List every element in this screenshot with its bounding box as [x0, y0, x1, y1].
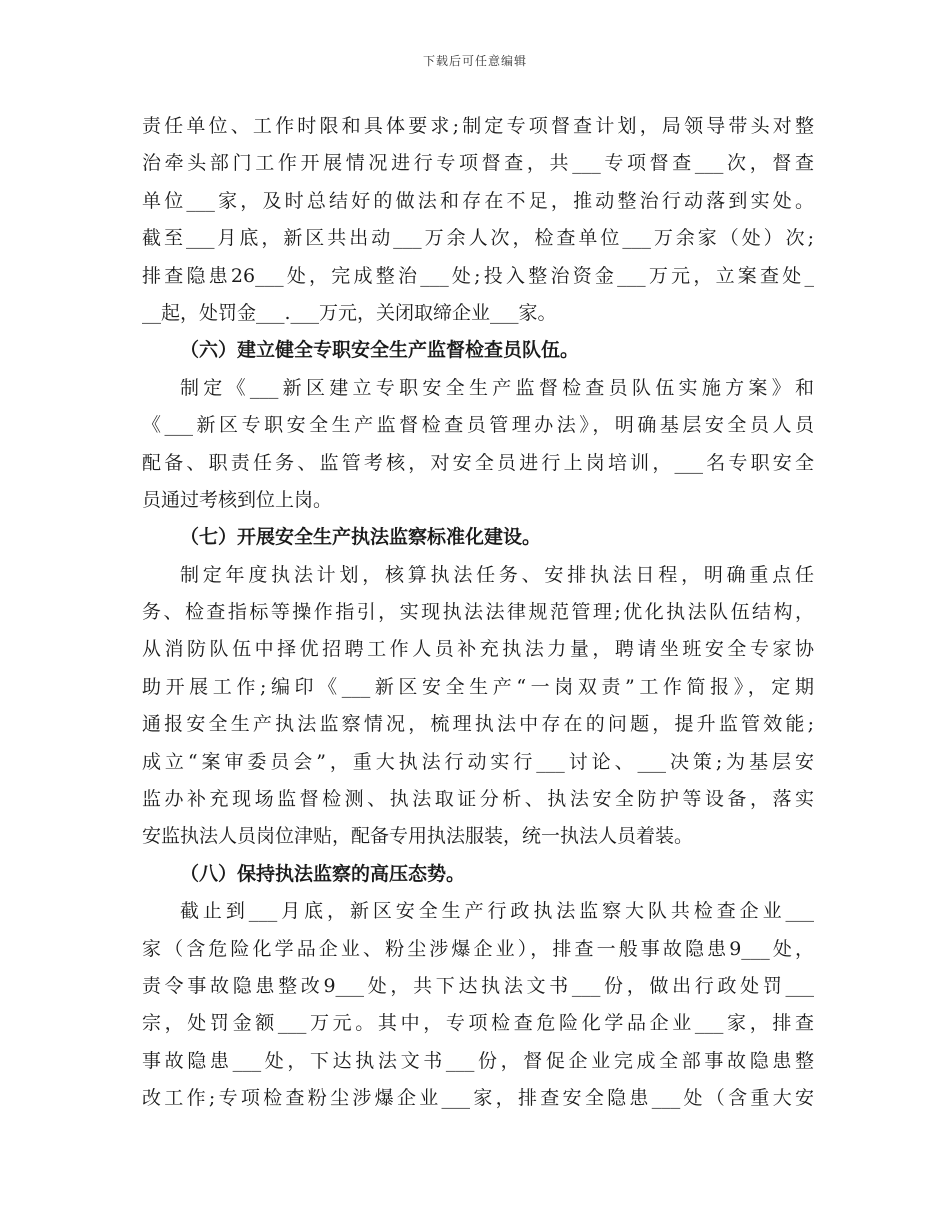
text-line: 责令事故隐患整改9___处，共下达执法文书___份，做出行政处罚___	[142, 974, 814, 997]
page-header: 下载后可任意编辑	[422, 54, 527, 68]
text-line: 通报安全生产执法监察情况，梳理执法中存在的问题，提升监管效能;	[142, 713, 814, 736]
text-line: 助开展工作;编印《___新区安全生产“一岗双责”工作简报》，定期	[142, 675, 814, 698]
paragraph	[142, 370, 814, 520]
paragraph	[142, 893, 814, 1117]
text-line: 《___新区专职安全生产监督检查员管理办法》，明确基层安全员人员	[142, 414, 814, 437]
section-heading: （七）开展安全生产执法监察标准化建设。	[180, 526, 542, 549]
text-line: 从消防队伍中择优招聘工作人员补充执法力量，聘请坐班安全专家协	[142, 638, 814, 661]
section-heading: （六）建立健全专职安全生产监督检查员队伍。	[180, 339, 580, 362]
text-line: 事故隐患___处，下达执法文书___份，督促企业完成全部事故隐患整	[142, 1049, 814, 1072]
paragraph	[142, 108, 814, 332]
text-line: 务、检查指标等操作指引，实现执法法律规范管理;优化执法队伍结构，	[142, 601, 814, 624]
section-heading: （八）保持执法监察的高压态势。	[180, 862, 466, 885]
text-line: 安监执法人员岗位津贴，配备专用执法服装，统一执法人员着装。	[142, 825, 694, 848]
text-line: 截至___月底，新区共出动___万余人次，检查单位___万余家（处）次;	[142, 227, 814, 250]
text-line: __起，处罚金___.___万元，关闭取缔企业___家。	[142, 301, 557, 324]
text-line: 截止到___月底，新区安全生产行政执法监察大队共检查企业___	[180, 900, 814, 923]
text-line: 改工作;专项检查粉尘涉爆企业___家，排查安全隐患___处（含重大安	[142, 1087, 814, 1110]
text-line: 家（含危险化学品企业、粉尘涉爆企业），排查一般事故隐患9___处，	[142, 937, 814, 960]
text-line: 单位___家，及时总结好的做法和存在不足，推动整治行动落到实处。	[142, 189, 814, 212]
text-line: 成立“案审委员会”，重大执法行动实行___讨论、___决策;为基层安	[142, 750, 814, 773]
document-body	[142, 108, 814, 1118]
text-line: 治牵头部门工作开展情况进行专项督查，共___专项督查___次，督查	[142, 152, 814, 175]
text-line: 员通过考核到位上岗。	[142, 488, 333, 511]
text-line: 监办补充现场监督检测、执法取证分析、执法安全防护等设备，落实	[142, 788, 814, 811]
text-line: 制定年度执法计划，核算执法任务、安排执法日程，明确重点任	[180, 563, 814, 586]
text-line: 排查隐患26___处，完成整治___处;投入整治资金___万元，立案查处_	[142, 264, 814, 287]
paragraph	[142, 557, 814, 856]
text-line: 制定《___新区建立专职安全生产监督检查员队伍实施方案》和	[180, 376, 814, 399]
text-line: 宗，处罚金额___万元。其中，专项检查危险化学品企业___家，排查	[142, 1012, 814, 1035]
text-line: 责任单位、工作时限和具体要求;制定专项督查计划，局领导带头对整	[142, 115, 814, 137]
text-line: 配备、职责任务、监管考核，对安全员进行上岗培训，___名专职安全	[142, 451, 814, 474]
